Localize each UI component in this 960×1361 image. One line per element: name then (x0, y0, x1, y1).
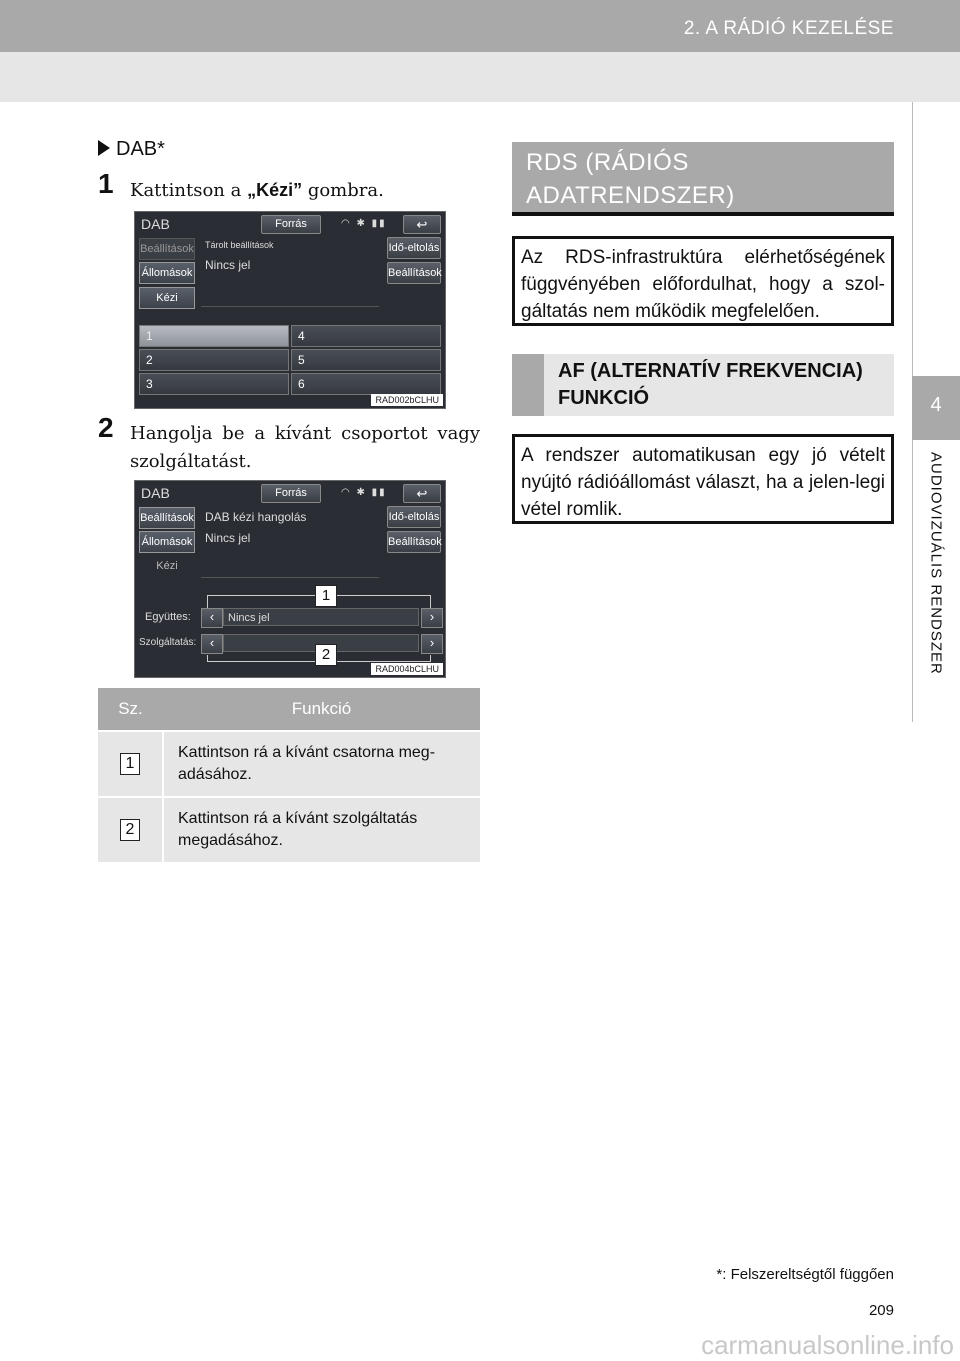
back-arrow-icon: ↩ (416, 486, 428, 501)
ensemble-next-button[interactable] (421, 608, 443, 628)
row-function: Kattintson rá a kívánt szolgáltatás megadásához. (163, 797, 480, 862)
ensemble-prev-button[interactable] (201, 608, 223, 628)
chapter-number: 4 (930, 394, 942, 416)
preset-button-2[interactable]: 2 (139, 349, 289, 371)
table-header-row (98, 688, 480, 731)
page-number: 209 (868, 1302, 894, 1319)
manual-side-button[interactable]: Kézi (139, 287, 195, 309)
stations-side-button[interactable]: Állomások (139, 531, 195, 553)
screenshot-dab-presets (134, 211, 446, 409)
row-number: 2 (120, 819, 140, 841)
time-shift-button[interactable]: Idő-eltolás (387, 237, 441, 259)
table-row (98, 797, 480, 862)
no-signal-text: Nincs jel (205, 531, 251, 545)
header-subband (0, 52, 960, 102)
af-section-title: AF (ALTERNATÍV FREKVENCIA) FUNKCIÓ (558, 360, 863, 409)
step-text-bold: „Kézi” (247, 180, 303, 200)
source-button[interactable]: Forrás (261, 215, 321, 234)
chevron-left-icon: ‹ (209, 609, 215, 624)
step-text-pre: Kattintson a (130, 180, 248, 201)
af-section-header (512, 354, 894, 416)
step-number: 2 (98, 412, 114, 443)
ensemble-label: Együttes: (145, 611, 191, 623)
row-number: 1 (120, 753, 140, 775)
stored-settings-label: Tárolt beállítások (205, 240, 274, 250)
row-number-cell (98, 731, 163, 797)
step-text: Hangolja be a kívánt csoportot vagy szolgáltatást. (130, 423, 480, 472)
callout-1: 1 (315, 585, 337, 607)
dab-heading (98, 138, 165, 161)
preset-button-4[interactable]: 4 (291, 325, 441, 347)
callout-2: 2 (315, 644, 337, 666)
preset-button-1[interactable]: 1 (139, 325, 289, 347)
screenshot-dab-manual (134, 480, 446, 678)
image-code: RAD002bCLHU (371, 394, 443, 406)
column-header-function: Funkció (163, 688, 480, 731)
footnote: *: Felszereltségtől függően (716, 1266, 894, 1283)
rds-section-title: RDS (RÁDIÓS ADATRENDSZER) (512, 142, 894, 216)
chapter-title: 2. A RÁDIÓ KEZELÉSE (683, 18, 894, 39)
dab-heading-text: DAB* (116, 138, 165, 160)
step-2 (98, 412, 480, 476)
step-number: 1 (98, 168, 114, 199)
preset-button-3[interactable]: 3 (139, 373, 289, 395)
service-prev-button[interactable] (201, 634, 223, 654)
settings-side-button[interactable]: Beállítások (139, 507, 195, 529)
watermark: carmanualsonline.info (701, 1330, 954, 1360)
ensemble-value: Nincs jel (223, 608, 419, 626)
chevron-left-icon: ‹ (209, 635, 215, 650)
af-note: A rendszer automatikusan egy jó vételt nyújtó rádióállomást választ, ha a jelen-legi vétel romlik. (512, 434, 894, 524)
time-shift-button[interactable]: Idő-eltolás (387, 506, 441, 528)
service-next-button[interactable] (421, 634, 443, 654)
manual-side-button[interactable]: Kézi (156, 560, 178, 572)
back-button[interactable] (403, 484, 441, 503)
divider (201, 306, 379, 307)
chapter-side-label: AUDIOVIZUÁLIS RENDSZER (927, 452, 945, 675)
back-button[interactable] (403, 215, 441, 234)
settings-button[interactable]: Beállítások (387, 262, 441, 284)
image-code: RAD004bCLHU (371, 663, 443, 675)
triangle-bullet-icon (98, 140, 110, 156)
function-table (98, 688, 480, 862)
row-function: Kattintson rá a kívánt csatorna meg-adásához. (163, 731, 480, 797)
table-row (98, 731, 480, 797)
stations-side-button[interactable]: Állomások (139, 262, 195, 284)
source-button[interactable]: Forrás (261, 484, 321, 503)
chevron-right-icon: › (429, 609, 435, 624)
status-icons: ◠ ✱ ▮▮ (341, 487, 387, 498)
column-header-number: Sz. (98, 688, 163, 731)
chapter-tab (912, 376, 960, 440)
manual-tuning-label: DAB kézi hangolás (205, 510, 307, 524)
preset-button-6[interactable]: 6 (291, 373, 441, 395)
back-arrow-icon: ↩ (416, 217, 428, 232)
divider (201, 577, 379, 578)
step-text (130, 176, 480, 205)
screen-title: DAB (141, 216, 170, 232)
settings-side-button[interactable]: Beállítások (139, 238, 195, 260)
no-signal-text: Nincs jel (205, 258, 251, 272)
rds-note: Az RDS-infrastruktúra elérhetőségének függvényében előfordulhat, hogy a szol-gáltatás nem működik megfelelően. (512, 236, 894, 326)
screen-title: DAB (141, 485, 170, 501)
section-strip (512, 354, 544, 416)
preset-button-5[interactable]: 5 (291, 349, 441, 371)
chevron-right-icon: › (429, 635, 435, 650)
step-text-post: gombra. (302, 180, 384, 201)
service-label: Szolgáltatás: (139, 637, 197, 648)
row-number-cell (98, 797, 163, 862)
step-1 (98, 168, 480, 205)
settings-button[interactable]: Beállítások (387, 531, 441, 553)
status-icons: ◠ ✱ ▮▮ (341, 218, 387, 229)
